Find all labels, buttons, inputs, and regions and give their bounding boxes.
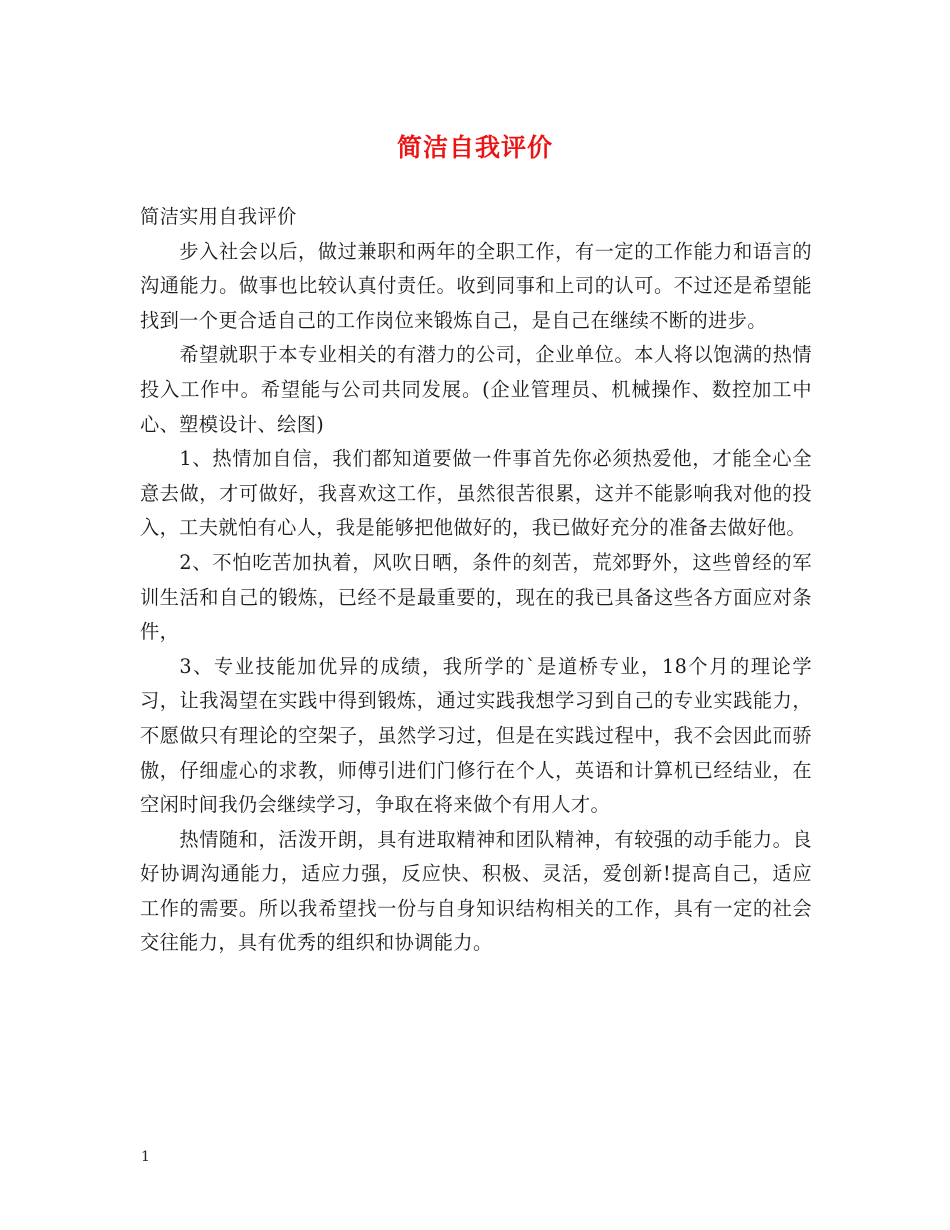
- paragraph-career-goal: 希望就职于本专业相关的有潜力的公司，企业单位。本人将以饱满的热情投入工作中。希望能与公司共同发展。(企业管理员、机械操作、数控加工中心、塑模设计、绘图): [140, 343, 812, 436]
- document-body: [140, 200, 812, 961]
- paragraph-point-3: 3、专业技能加优异的成绩，我所学的`是道桥专业，18个月的理论学习，让我渴望在实践中得到锻炼，通过实践我想学习到自己的专业实践能力，不愿做只有理论的空架子，虽然学习过，但是在实践过程中，我不会因此而骄傲，仔细虚心的求教，师傅引进们门修行在个人，英语和计算机已经结业，在空闲时间我仍会继续学习，争取在将来做个有用人才。: [140, 654, 812, 817]
- paragraph-point-2: 2、不怕吃苦加执着，风吹日晒，条件的刻苦，荒郊野外，这些曾经的军训生活和自己的锻炼，已经不是最重要的，现在的我已具备这些各方面应对条件，: [140, 550, 812, 644]
- page-number: 1: [141, 1149, 150, 1165]
- paragraph-summary: 热情随和，活泼开朗，具有进取精神和团队精神，有较强的动手能力。良好协调沟通能力，适应力强，反应快、积极、灵活，爱创新!提高自己，适应工作的需要。所以我希望找一份与自身知识结构相关的工作，具有一定的社会交往能力，具有优秀的组织和协调能力。: [140, 827, 812, 955]
- paragraph-intro: 步入社会以后，做过兼职和两年的全职工作，有一定的工作能力和语言的沟通能力。做事也比较认真付责任。收到同事和上司的认可。不过还是希望能找到一个更合适自己的工作岗位来锻炼自己，是自己在继续不断的进步。: [140, 239, 812, 332]
- document-title: 简洁自我评价: [396, 133, 553, 162]
- paragraph-point-1: 1、热情加自信，我们都知道要做一件事首先你必须热爱他，才能全心全意去做，才可做好，我喜欢这工作，虽然很苦很累，这并不能影响我对他的投入，工夫就怕有心人，我是能够把他做好的，我已做好充分的准备去做好他。: [140, 447, 812, 540]
- document-subtitle: 简洁实用自我评价: [140, 205, 297, 228]
